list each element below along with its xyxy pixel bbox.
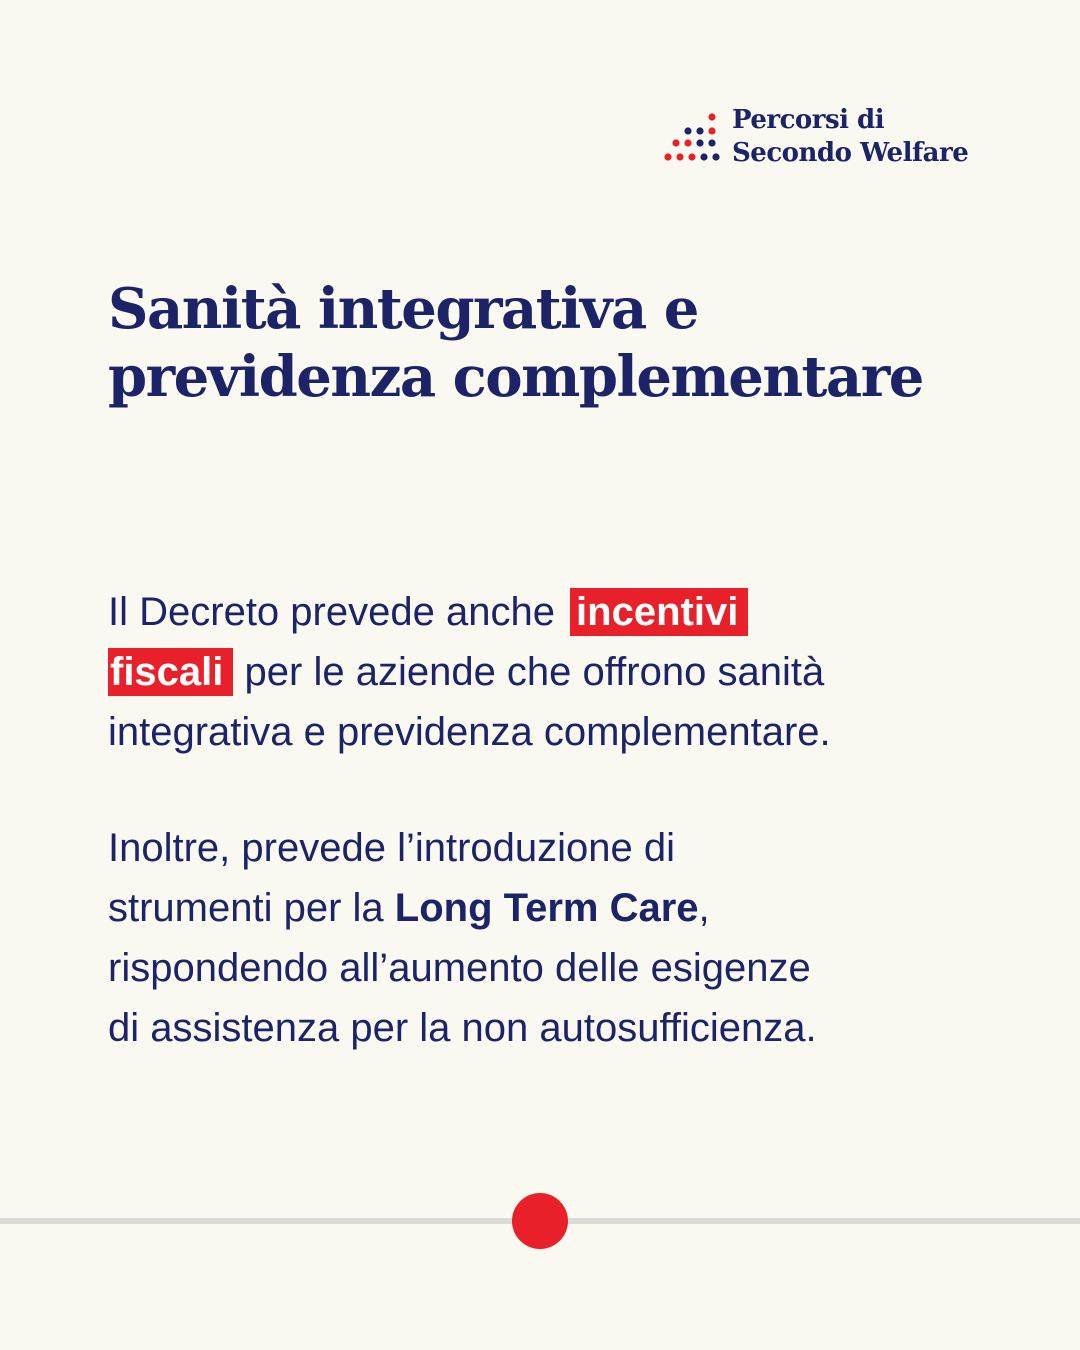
brand-name-line1: Percorsi di: [732, 105, 885, 135]
paragraph1-line2: [108, 642, 1008, 702]
paragraph1-line1-text: Il Decreto prevede anche: [108, 590, 567, 634]
paragraph1-line1: [108, 582, 1008, 642]
highlight-incentivi: incentivi: [570, 588, 748, 636]
title-line1: Sanità integrativa e: [108, 276, 698, 342]
highlight-fiscali: fiscali: [108, 648, 233, 696]
title-line2: previdenza complementare: [108, 344, 923, 410]
paragraph2-line3: rispondendo all’aumento delle esigenze: [108, 946, 811, 990]
dot-grid-logo-icon: [664, 107, 722, 167]
paragraph2-line4: di assistenza per la non autosufficienza.: [108, 1006, 817, 1050]
paragraph2-line1: Inoltre, prevede l’introduzione di: [108, 826, 676, 870]
paragraph2-line2: [108, 878, 1008, 938]
progress-dot: [512, 1193, 568, 1249]
paragraph2-line2-after: ,: [698, 886, 710, 930]
brand-name: [732, 104, 968, 170]
bold-long-term-care: Long Term Care: [394, 886, 699, 930]
paragraph1-line2-text: per le aziende che offrono sanità: [233, 650, 825, 694]
paragraph1-line3: integrativa e previdenza complementare.: [108, 710, 831, 754]
page-title: [108, 275, 1008, 411]
paragraph2-line2-text: strumenti per la: [108, 886, 395, 930]
brand-logo: [664, 104, 968, 170]
paragraph-incentives: [108, 582, 1008, 762]
paragraph-long-term-care: [108, 818, 1008, 1058]
brand-name-line2: Secondo Welfare: [732, 138, 969, 168]
